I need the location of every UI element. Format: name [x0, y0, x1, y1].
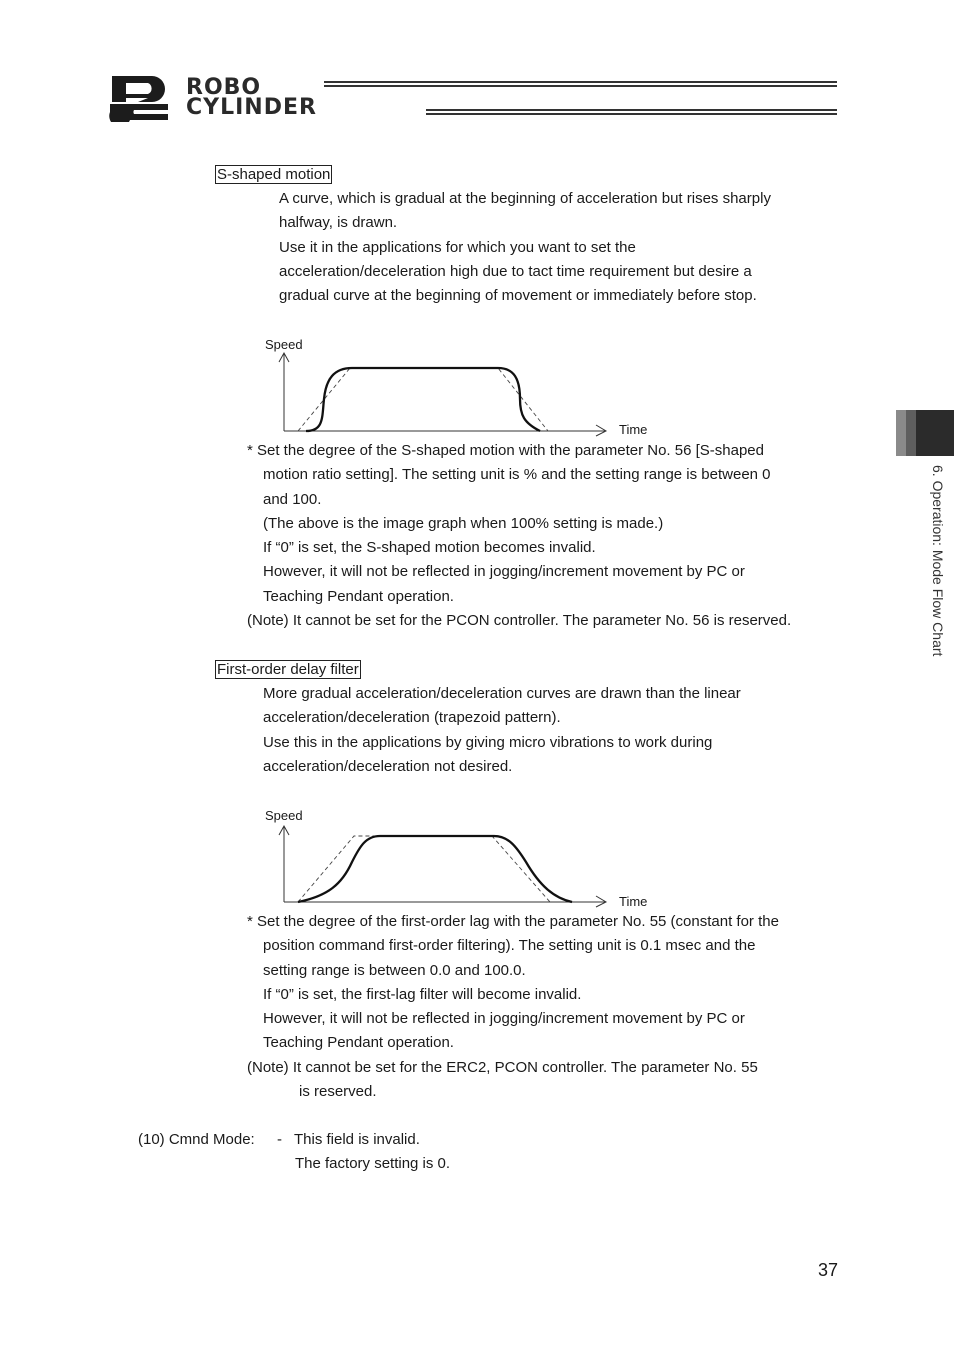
note-line: However, it will not be reflected in jogging/increment movement by PC or: [263, 1010, 745, 1028]
first-order-curve-line: [298, 836, 572, 902]
header-rule-bottom-2: [426, 113, 837, 115]
note-line: * Set the degree of the first-order lag with the parameter No. 55 (constant for the: [247, 913, 779, 930]
note-line: However, it will not be reflected in jogging/increment movement by PC or: [263, 563, 745, 581]
first-order-notes: [247, 910, 779, 1104]
graph-x-label: Time: [619, 894, 648, 909]
graph-y-label: Speed: [265, 808, 303, 823]
header-rule-top-1: [324, 81, 837, 83]
note-line: (Note) It cannot be set for the ERC2, PCON controller. The parameter No. 55: [247, 1058, 758, 1076]
side-tab-marker-mid: [906, 410, 916, 456]
first-order-heading: First-order delay filter: [217, 661, 359, 678]
trapezoid-reference-line: [298, 836, 550, 902]
s-shaped-speed-graph: [258, 335, 658, 439]
text-line: Use it in the applications for which you want to set the: [279, 238, 636, 256]
text-line: More gradual acceleration/deceleration curves are drawn than the linear: [263, 685, 741, 702]
header-rule-bottom-1: [426, 109, 837, 111]
first-order-description: [263, 682, 741, 779]
s-shaped-heading: S-shaped motion: [217, 166, 331, 183]
cmnd-mode-line2: The factory setting is 0.: [295, 1155, 451, 1172]
text-line: acceleration/deceleration (trapezoid pattern).: [263, 709, 561, 727]
text-line: Use this in the applications by giving micro vibrations to work during: [263, 733, 713, 751]
text-line: gradual curve at the beginning of movement or immediately before stop.: [279, 287, 757, 305]
cmnd-mode-line1: This field is invalid.: [294, 1131, 420, 1148]
text-line: acceleration/deceleration high due to tact time requirement but desire a: [279, 262, 752, 280]
graph-x-label: Time: [619, 422, 648, 437]
note-line: If “0” is set, the S-shaped motion becomes invalid.: [263, 539, 596, 557]
s-shaped-description: [279, 187, 771, 308]
note-line: Teaching Pendant operation.: [263, 587, 454, 605]
note-line: (The above is the image graph when 100% setting is made.): [263, 514, 664, 532]
note-line: and 100.: [263, 490, 322, 508]
side-tab-marker-light: [896, 410, 906, 456]
note-line: (Note) It cannot be set for the PCON controller. The parameter No. 56 is reserved.: [247, 612, 792, 630]
header-rule-top-2: [324, 85, 837, 87]
note-line: is reserved.: [299, 1083, 377, 1101]
page-number: 37: [818, 1260, 839, 1280]
first-order-speed-graph: [258, 806, 658, 910]
note-line: * Set the degree of the S-shaped motion with the parameter No. 56 [S-shaped: [247, 442, 764, 459]
logo-text-cylinder: CYLINDER: [186, 95, 317, 120]
text-line: A curve, which is gradual at the beginning of acceleration but rises sharply: [279, 190, 771, 207]
trapezoid-reference-line: [298, 368, 548, 431]
text-line: acceleration/deceleration not desired.: [263, 757, 513, 775]
logo-text-robo: ROBO: [186, 75, 262, 100]
graph-y-label: Speed: [265, 337, 303, 352]
rc-logo-icon: [108, 74, 184, 122]
s-shaped-notes: [247, 439, 791, 633]
note-line: setting range is between 0.0 and 100.0.: [263, 961, 526, 979]
note-line: position command first-order filtering). The setting unit is 0.1 msec and the: [263, 937, 756, 955]
cmnd-mode-dash: -: [277, 1131, 282, 1148]
cmnd-mode-label: (10) Cmnd Mode:: [138, 1131, 255, 1148]
s-curve-line: [306, 368, 540, 431]
note-line: Teaching Pendant operation.: [263, 1034, 454, 1052]
text-line: halfway, is drawn.: [279, 214, 398, 232]
note-line: motion ratio setting]. The setting unit is % and the setting range is between 0: [263, 466, 771, 484]
note-line: If “0” is set, the first-lag filter will become invalid.: [263, 985, 582, 1003]
side-tab-chapter-label: 6. Operation: Mode Flow Chart: [930, 465, 946, 657]
side-tab-marker-dark: [916, 410, 954, 456]
